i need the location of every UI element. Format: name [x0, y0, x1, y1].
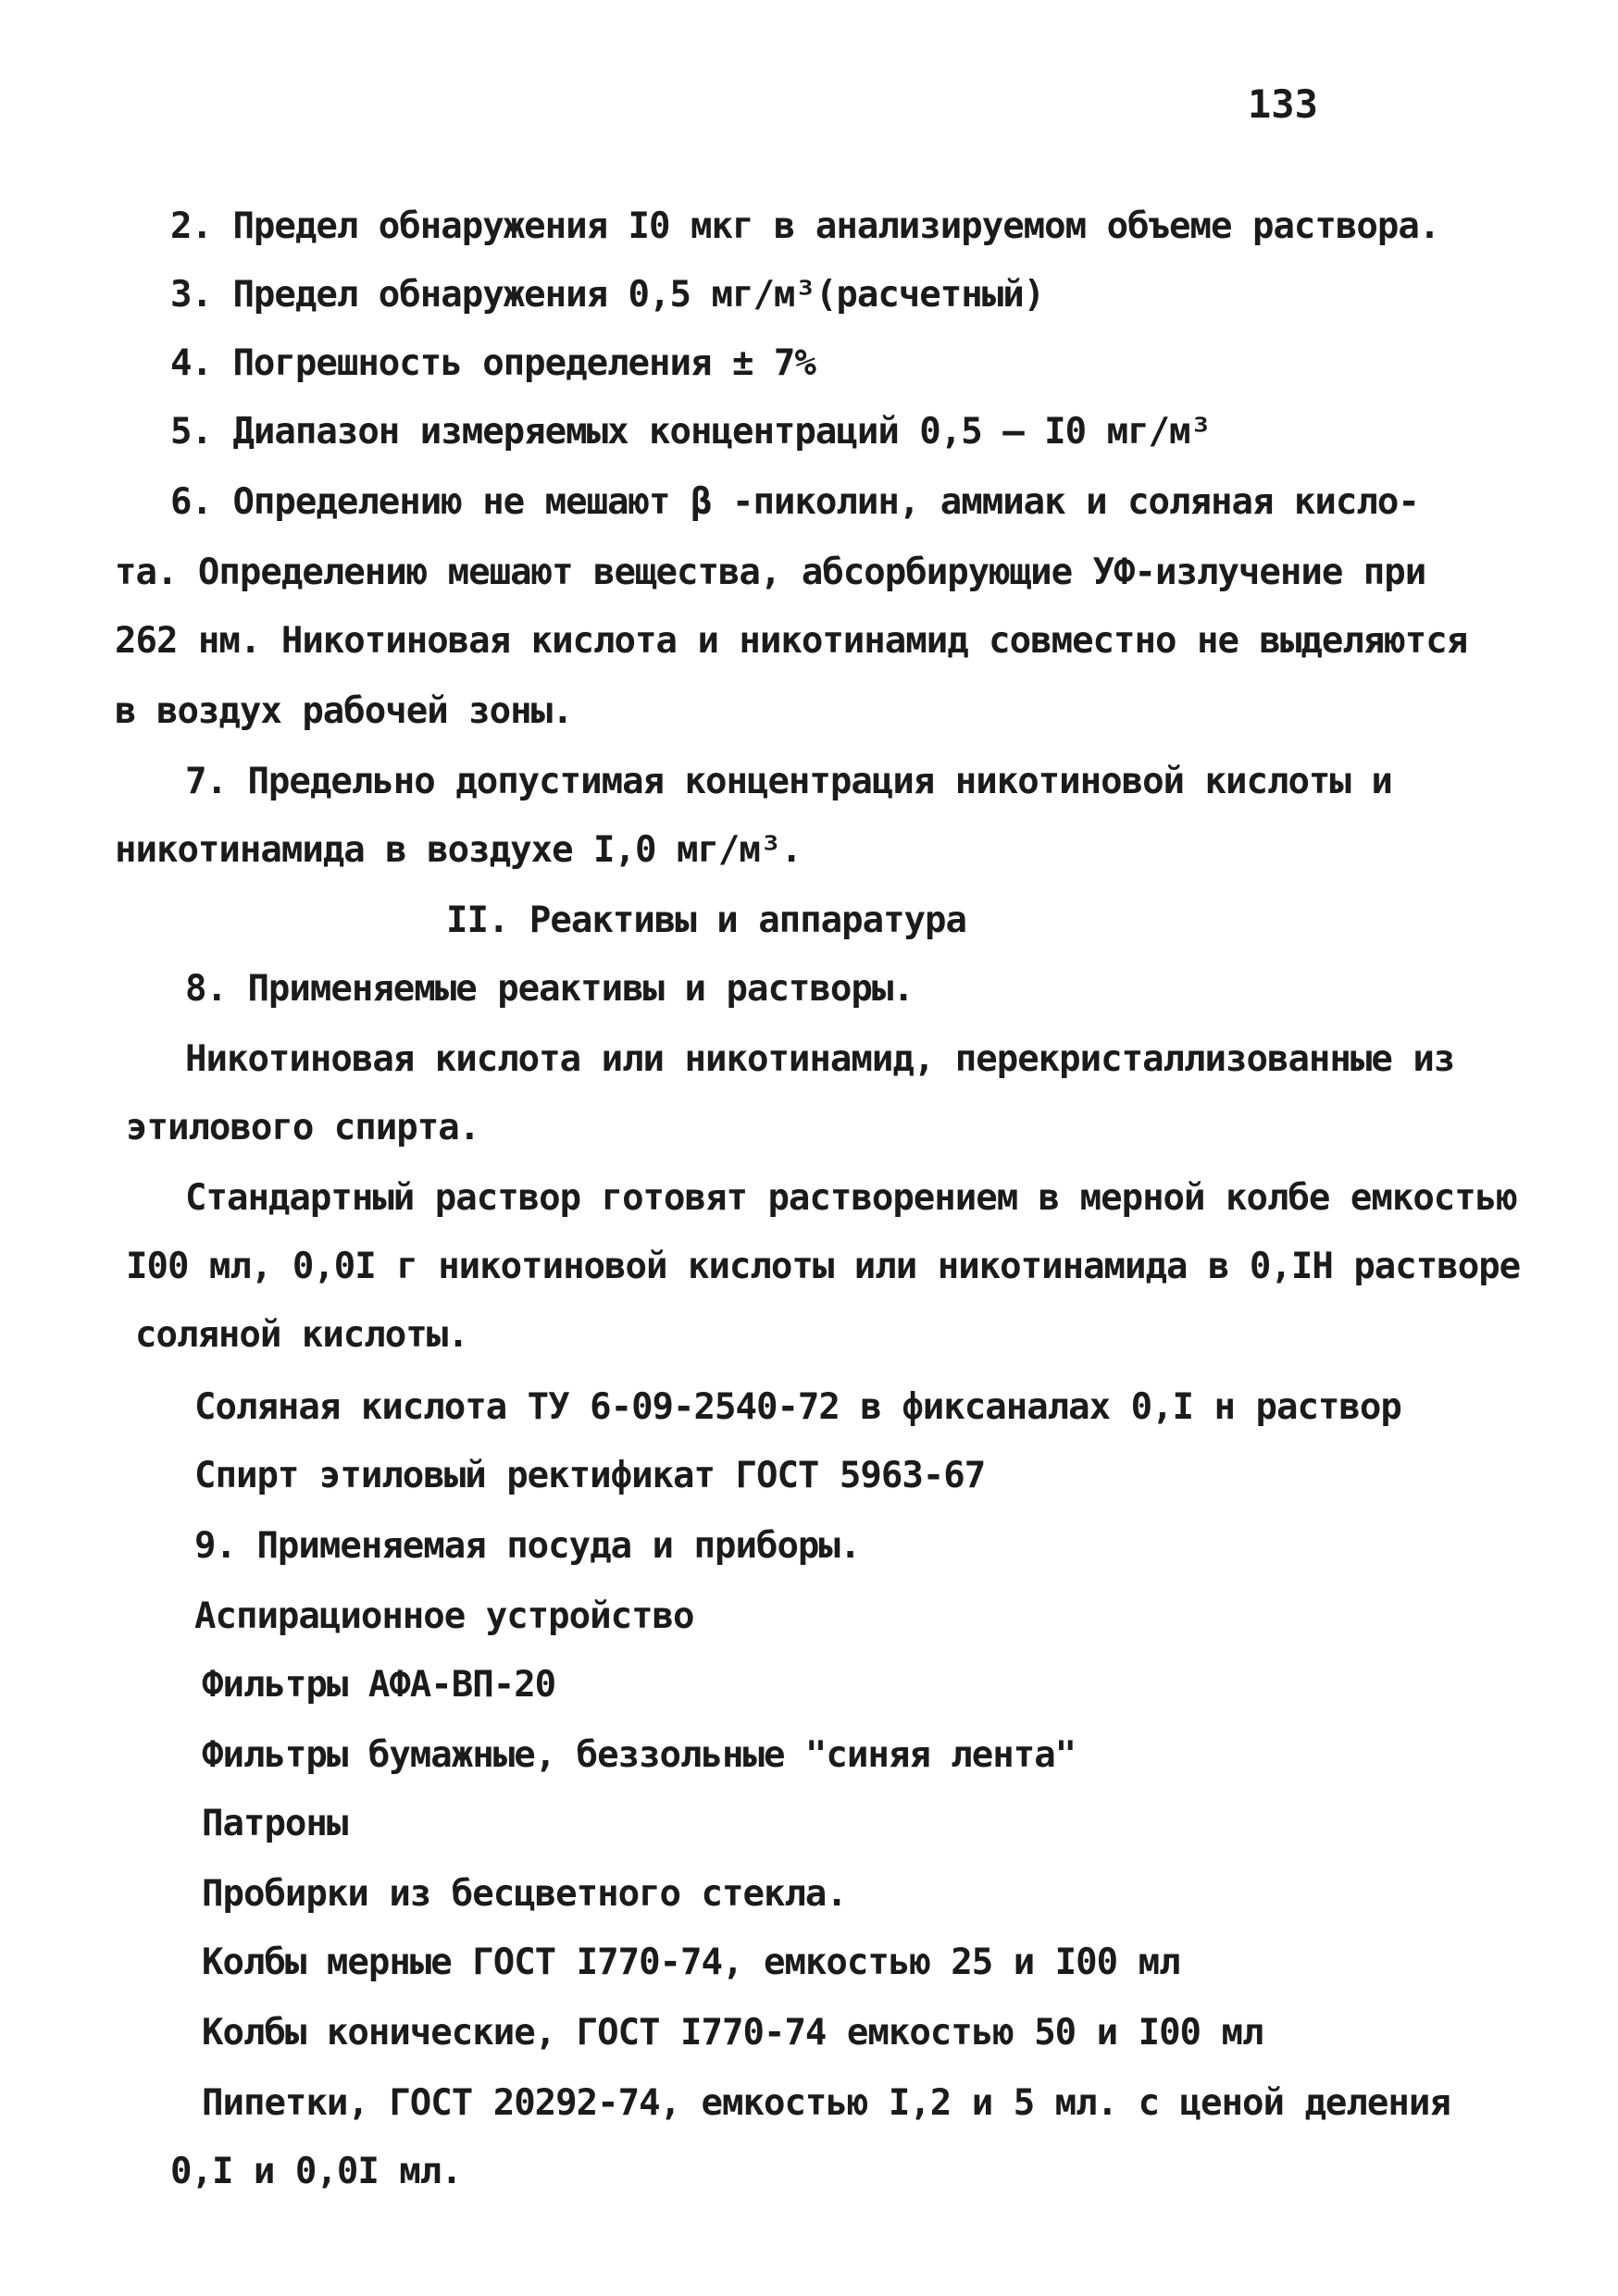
- text-line: Фильтры бумажные, беззольные "синяя лента": [202, 1734, 1077, 1776]
- text-line: Фильтры АФА-ВП-20: [202, 1664, 556, 1706]
- text-line: 3. Предел обнаружения 0,5 мг/м³(расчетный): [170, 274, 1045, 316]
- text-line: 262 нм. Никотиновая кислота и никотинамид совместно не выделяются: [115, 620, 1468, 662]
- text-line: этилового спирта.: [126, 1107, 480, 1148]
- text-line: 5. Диапазон измеряемых концентраций 0,5 – I0 мг/м³: [170, 411, 1211, 453]
- text-line: 8. Применяемые реактивы и растворы.: [185, 968, 914, 1010]
- text-line: Патроны: [202, 1803, 348, 1844]
- page-number: 133: [1248, 81, 1318, 127]
- section-heading: II. Реактивы и аппаратура: [446, 900, 966, 941]
- text-line: соляной кислоты.: [135, 1314, 468, 1356]
- text-line: 2. Предел обнаружения I0 мкг в анализируемом объеме раствора.: [170, 205, 1440, 247]
- text-line: 0,I и 0,0I мл.: [170, 2151, 462, 2192]
- text-line: та. Определению мешают вещества, абсорбирующие УФ-излучение при: [115, 552, 1426, 593]
- text-line: 6. Определению не мешают β -пиколин, аммиак и соляная кисло-: [170, 481, 1419, 523]
- text-line: I00 мл, 0,0I г никотиновой кислоты или никотинамида в 0,IН растворе: [126, 1246, 1521, 1287]
- text-line: 4. Погрешность определения ± 7%: [170, 342, 815, 384]
- text-line: Колбы конические, ГОСТ I770-74 емкостью 50 и I00 мл: [202, 2012, 1263, 2054]
- text-line: Стандартный раствор готовят растворением в мерной колбе емкостью: [185, 1177, 1517, 1219]
- text-line: Никотиновая кислота или никотинамид, перекристаллизованные из: [185, 1038, 1455, 1080]
- text-line: Спирт этиловый ректификат ГОСТ 5963-67: [194, 1455, 986, 1496]
- text-line: Аспирационное устройство: [194, 1595, 694, 1637]
- text-line: Колбы мерные ГОСТ I770-74, емкостью 25 и I00 мл: [202, 1942, 1180, 1983]
- text-line: Пипетки, ГОСТ 20292-74, емкостью I,2 и 5 мл. с ценой деления: [202, 2082, 1450, 2124]
- text-line: никотинамида в воздухе I,0 мг/м³.: [115, 829, 802, 871]
- text-line: Пробирки из бесцветного стекла.: [202, 1873, 847, 1915]
- text-line: в воздух рабочей зоны.: [115, 690, 573, 732]
- text-line: 7. Предельно допустимая концентрация никотиновой кислоты и: [185, 761, 1392, 802]
- text-line: Соляная кислота ТУ 6-09-2540-72 в фиксаналах 0,I н раствор: [194, 1386, 1401, 1428]
- text-line: 9. Применяемая посуда и приборы.: [194, 1525, 861, 1567]
